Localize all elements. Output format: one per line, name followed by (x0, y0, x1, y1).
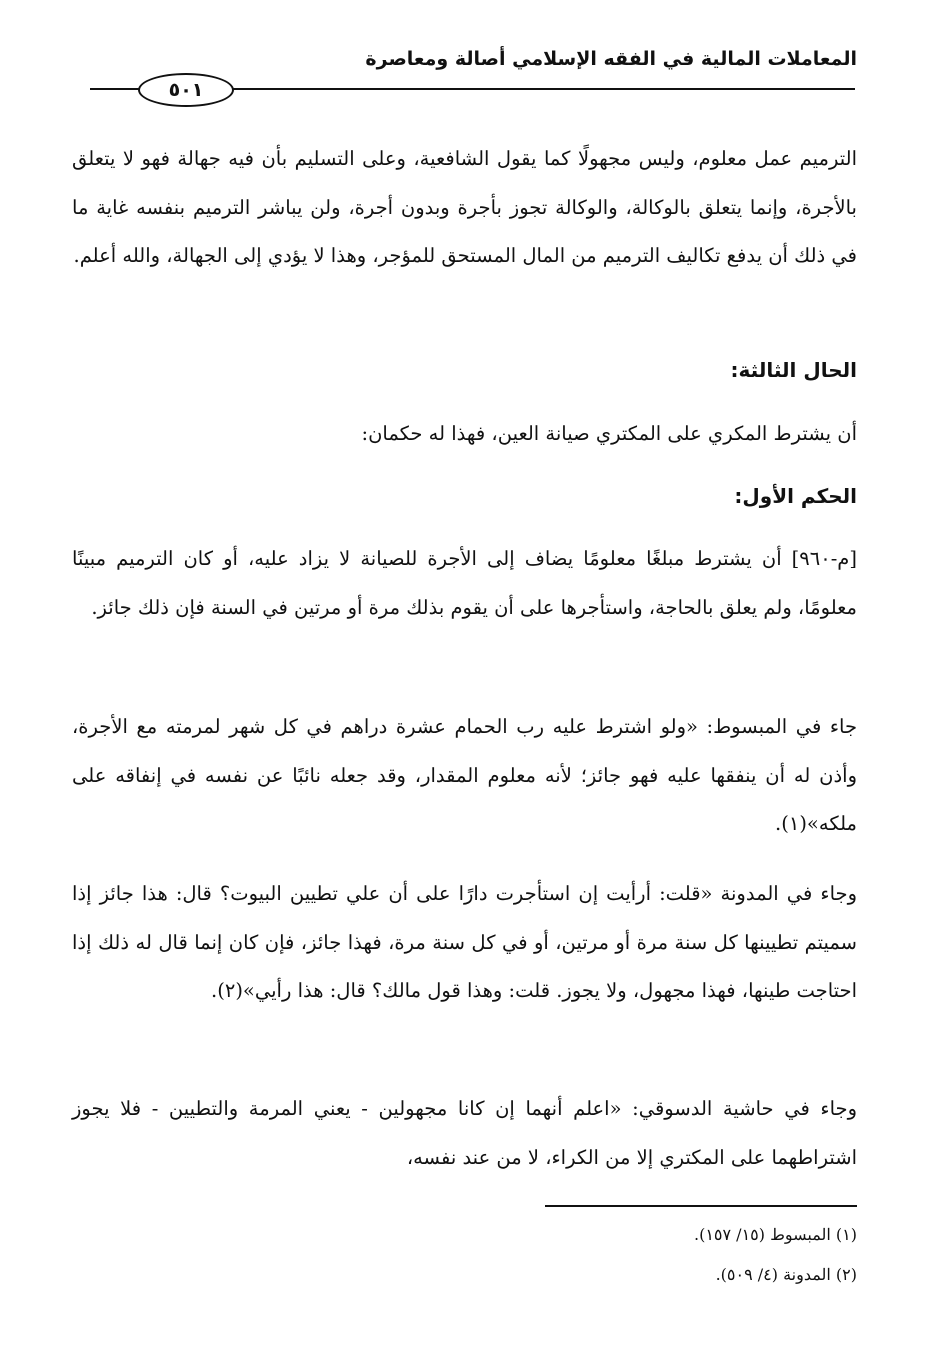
page-number: ٥٠١ (138, 73, 234, 107)
footnote-1: (١) المبسوط (١٥/ ١٥٧). (693, 1225, 857, 1244)
paragraph-text: أن يشترط المكري على المكتري صيانة العين، فهذا له حكمان: (361, 422, 857, 445)
heading-third-case (72, 348, 857, 392)
footnote-rule (545, 1205, 857, 1207)
paragraph-text: وجاء في حاشية الدسوقي: «اعلم أنهما إن كانا مجهولين - يعني المرمة والتطيين - فلا يجوز اشتراطهما على المكتري إلا من الكراء، لا من عند نفسه، (72, 1097, 857, 1169)
paragraph-text: وجاء في المدونة «قلت: أرأيت إن استأجرت دارًا على أن علي تطيين البيوت؟ قال: هذا جائز إذا سميتم تطيينها كل سنة مرة أو مرتين، أو في كل سنة مرة، فهذا جائز، فإن كان إنما قال له ذلك إذا احتاجت طينها، فهذا مجهول، ولا يجوز. قلت: وهذا قول مالك؟ قال: هذا رأيي»(٢). (72, 882, 857, 1002)
footnote-2: (٢) المدونة (٤/ ٥٠٩). (715, 1265, 857, 1284)
paragraph-text: الترميم عمل معلوم، وليس مجهولًا كما يقول الشافعية، وعلى التسليم بأن فيه جهالة فهو لا يتعلق بالأجرة، وإنما يتعلق بالوكالة، والوكالة تجوز بأجرة وبدون أجرة، ولن يباشر الترميم بنفسه غاية ما في ذلك أن يدفع تكاليف الترميم من المال المستحق للمؤجر، وهذا لا يؤدي إلى الجهالة، والله أعلم. (72, 147, 857, 267)
footnotes (97, 1215, 857, 1295)
paragraph-repair-discussion (72, 135, 857, 281)
paragraph-ruling-960 (72, 535, 857, 632)
heading-text: الحكم الأول: (734, 484, 857, 508)
heading-text: الحال الثالثة: (730, 358, 857, 382)
paragraph-text: [م-٩٦٠] أن يشترط مبلغًا معلومًا يضاف إلى الأجرة للصيانة لا يزاد عليه، أو كان الترميم مبينًا معلومًا، ولم يعلق بالحاجة، واستأجرها على أن يقوم بذلك مرة أو مرتين في السنة فإن ذلك جائز. (72, 547, 857, 619)
paragraph-mabsut-quote (72, 703, 857, 849)
paragraph-third-case (72, 412, 857, 456)
paragraph-text: جاء في المبسوط: «ولو اشترط عليه رب الحمام عشرة دراهم في كل شهر لمرمته مع الأجرة، وأذن له أن ينفقها عليه فهو جائز؛ لأنه معلوم المقدار، وقد جعله نائبًا عن نفسه في إنفاقه على ملكه»(١). (72, 715, 857, 835)
heading-first-ruling (72, 474, 857, 518)
running-head-title: المعاملات المالية في الفقه الإسلامي أصالة ومعاصرة (365, 48, 857, 70)
paragraph-dasuqi-quote (72, 1085, 857, 1182)
paragraph-mudawwana-quote (72, 870, 857, 1016)
